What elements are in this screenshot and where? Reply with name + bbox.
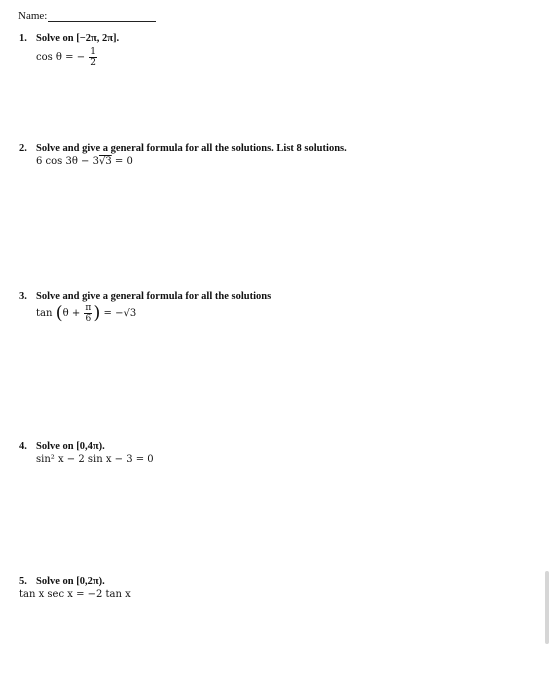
right-paren: ) <box>93 302 101 324</box>
question-number: 5. <box>19 576 27 587</box>
name-blank-line <box>48 10 156 22</box>
equation-function: tan <box>36 308 53 319</box>
fraction <box>89 47 97 68</box>
question-number: 3. <box>19 291 27 302</box>
equation <box>36 155 347 168</box>
question-2 <box>19 142 347 168</box>
question-number: 1. <box>19 33 27 44</box>
equation-radical: √3 <box>98 156 112 167</box>
question-prompt: Solve on [0,2π). <box>36 576 105 587</box>
equation-rhs: = −√3 <box>100 308 137 319</box>
fraction-denominator: 2 <box>90 58 96 68</box>
equation <box>36 303 271 324</box>
equation: tan x sec x = −2 tan x <box>19 589 131 600</box>
equation: sin² x − 2 sin x − 3 = 0 <box>36 454 154 465</box>
equation-inner: θ + <box>62 308 81 319</box>
question-prompt: Solve on [−2π, 2π]. <box>36 33 120 44</box>
fraction-numerator: π <box>85 303 92 313</box>
equation-lhs: cos θ = − <box>36 52 86 63</box>
question-3 <box>19 290 271 324</box>
fraction-denominator: 6 <box>85 314 92 324</box>
left-paren: ( <box>55 302 63 324</box>
question-prompt: Solve and give a general formula for all the solutions. List 8 solutions. <box>36 143 347 154</box>
question-number: 2. <box>19 143 27 154</box>
question-1 <box>19 32 119 68</box>
equation-part: 6 cos 3θ − 3 <box>36 156 99 167</box>
vertical-scrollbar[interactable] <box>545 571 549 644</box>
name-label: Name: <box>18 10 48 22</box>
equation <box>36 47 119 68</box>
question-5 <box>19 575 131 601</box>
question-prompt: Solve and give a general formula for all the solutions <box>36 291 272 302</box>
fraction-numerator: 1 <box>90 47 96 57</box>
equation-rhs: = 0 <box>111 156 133 167</box>
question-prompt: Solve on [0,4π). <box>36 441 105 452</box>
question-number: 4. <box>19 441 27 452</box>
question-4 <box>19 440 154 466</box>
name-field-row <box>18 10 156 22</box>
fraction <box>84 303 92 324</box>
